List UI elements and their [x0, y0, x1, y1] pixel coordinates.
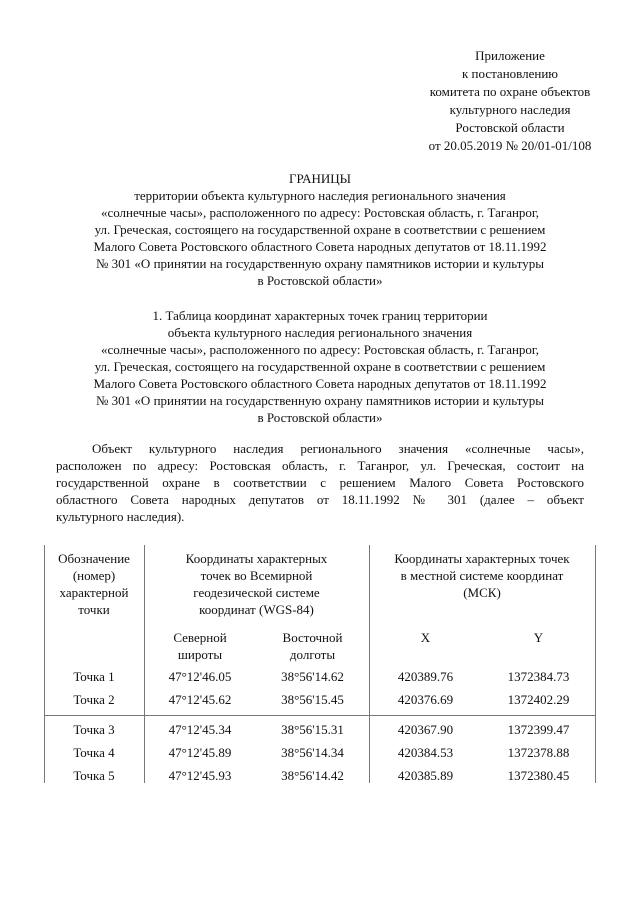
header-x: X	[420, 630, 431, 645]
point-x: 420376.69	[397, 692, 454, 707]
section-line: № 301 «О принятии на государственную охрану памятников истории и культуры	[96, 393, 544, 408]
header-text: (номер)	[72, 568, 116, 583]
header-text: (МСК)	[463, 585, 501, 600]
title-line: территории объекта культурного наследия регионального значения	[134, 188, 506, 203]
header-wgs84	[144, 550, 369, 618]
section-line: ул. Греческая, состоящего на государственной охране в соответствии с решением	[94, 359, 546, 374]
point-latitude: 47°12'46.05	[168, 669, 232, 684]
paragraph-line: культурного наследия).	[56, 509, 185, 524]
point-name: Точка 3	[73, 722, 115, 737]
appendix-line: от 20.05.2019 № 20/01-01/108	[428, 138, 592, 153]
header-designation	[44, 550, 144, 618]
point-longitude: 38°56'14.42	[281, 768, 344, 783]
title-line: Малого Совета Ростовского областного Совета народных депутатов от 18.11.1992	[93, 239, 547, 254]
point-x: 420367.90	[397, 722, 454, 737]
point-x: 420384.53	[397, 745, 454, 760]
header-text: координат (WGS-84)	[199, 602, 314, 617]
header-text: долготы	[289, 647, 336, 662]
point-latitude: 47°12'45.93	[168, 768, 232, 783]
table-row-separator	[44, 715, 596, 716]
document-title-block	[60, 170, 580, 289]
point-latitude: 47°12'45.34	[168, 722, 232, 737]
point-x: 420389.76	[397, 669, 454, 684]
title-line: в Ростовской области»	[257, 273, 383, 288]
header-text: геодезической системе	[193, 585, 320, 600]
header-text: Северной	[173, 630, 227, 645]
paragraph-line: Объект культурного наследия регионального значения «солнечные часы»,	[92, 441, 584, 456]
header-text: Координаты характерных	[185, 551, 328, 566]
header-text: характерной	[59, 585, 129, 600]
point-y: 1372380.45	[507, 768, 570, 783]
section-heading	[60, 307, 580, 426]
title-line: «солнечные часы», расположенного по адресу: Ростовская область, г. Таганрог,	[100, 205, 540, 220]
appendix-line: Ростовской области	[455, 120, 565, 135]
point-longitude: 38°56'14.34	[281, 745, 344, 760]
section-line: «солнечные часы», расположенного по адресу: Ростовская область, г. Таганрог,	[100, 342, 540, 357]
description-paragraph	[56, 440, 584, 525]
appendix-header	[360, 47, 640, 155]
header-text: точек во Всемирной	[200, 568, 313, 583]
title-line: ул. Греческая, состоящего на государственной охране в соответствии с решением	[94, 222, 546, 237]
coordinates-table	[44, 545, 596, 785]
point-name: Точка 4	[73, 745, 115, 760]
point-name: Точка 5	[73, 768, 115, 783]
title-line: № 301 «О принятии на государственную охрану памятников истории и культуры	[96, 256, 544, 271]
header-text: точки	[78, 602, 110, 617]
section-line: 1. Таблица координат характерных точек границ территории	[152, 308, 488, 323]
section-line: в Ростовской области»	[257, 410, 383, 425]
point-longitude: 38°56'15.45	[281, 692, 344, 707]
section-line: объекта культурного наследия регионального значения	[167, 325, 473, 340]
point-latitude: 47°12'45.89	[168, 745, 232, 760]
header-text: в местной системе координат	[400, 568, 564, 583]
header-msk	[369, 550, 595, 601]
paragraph-line: государственной охране в соответствии с решением Малого Совета Ростовского	[56, 475, 584, 490]
appendix-line: к постановлению	[461, 66, 559, 81]
point-x: 420385.89	[397, 768, 454, 783]
appendix-line: культурного наследия	[449, 102, 571, 117]
point-longitude: 38°56'15.31	[281, 722, 344, 737]
point-longitude: 38°56'14.62	[281, 669, 344, 684]
paragraph-line: областного Совета народных депутатов от 18.11.1992 № 301 (далее – объект	[56, 492, 584, 507]
point-y: 1372378.88	[507, 745, 570, 760]
paragraph-line: расположен по адресу: Ростовская область, г. Таганрог, ул. Греческая, состоит на	[56, 458, 584, 473]
section-line: Малого Совета Ростовского областного Совета народных депутатов от 18.11.1992	[93, 376, 547, 391]
point-name: Точка 2	[73, 692, 115, 707]
point-name: Точка 1	[73, 669, 115, 684]
header-north-latitude	[144, 629, 256, 663]
header-text: Координаты характерных точек	[394, 551, 570, 566]
table-border-right	[595, 545, 596, 783]
point-y: 1372402.29	[507, 692, 570, 707]
header-text: Обозначение	[58, 551, 130, 566]
header-text: широты	[177, 647, 223, 662]
point-y: 1372399.47	[507, 722, 570, 737]
point-y: 1372384.73	[507, 669, 570, 684]
point-latitude: 47°12'45.62	[168, 692, 232, 707]
appendix-line: комитета по охране объектов	[429, 84, 591, 99]
header-east-longitude	[256, 629, 369, 663]
header-y: Y	[533, 630, 544, 645]
appendix-line: Приложение	[475, 48, 545, 63]
document-title: ГРАНИЦЫ	[289, 171, 351, 186]
header-text: Восточной	[282, 630, 343, 645]
